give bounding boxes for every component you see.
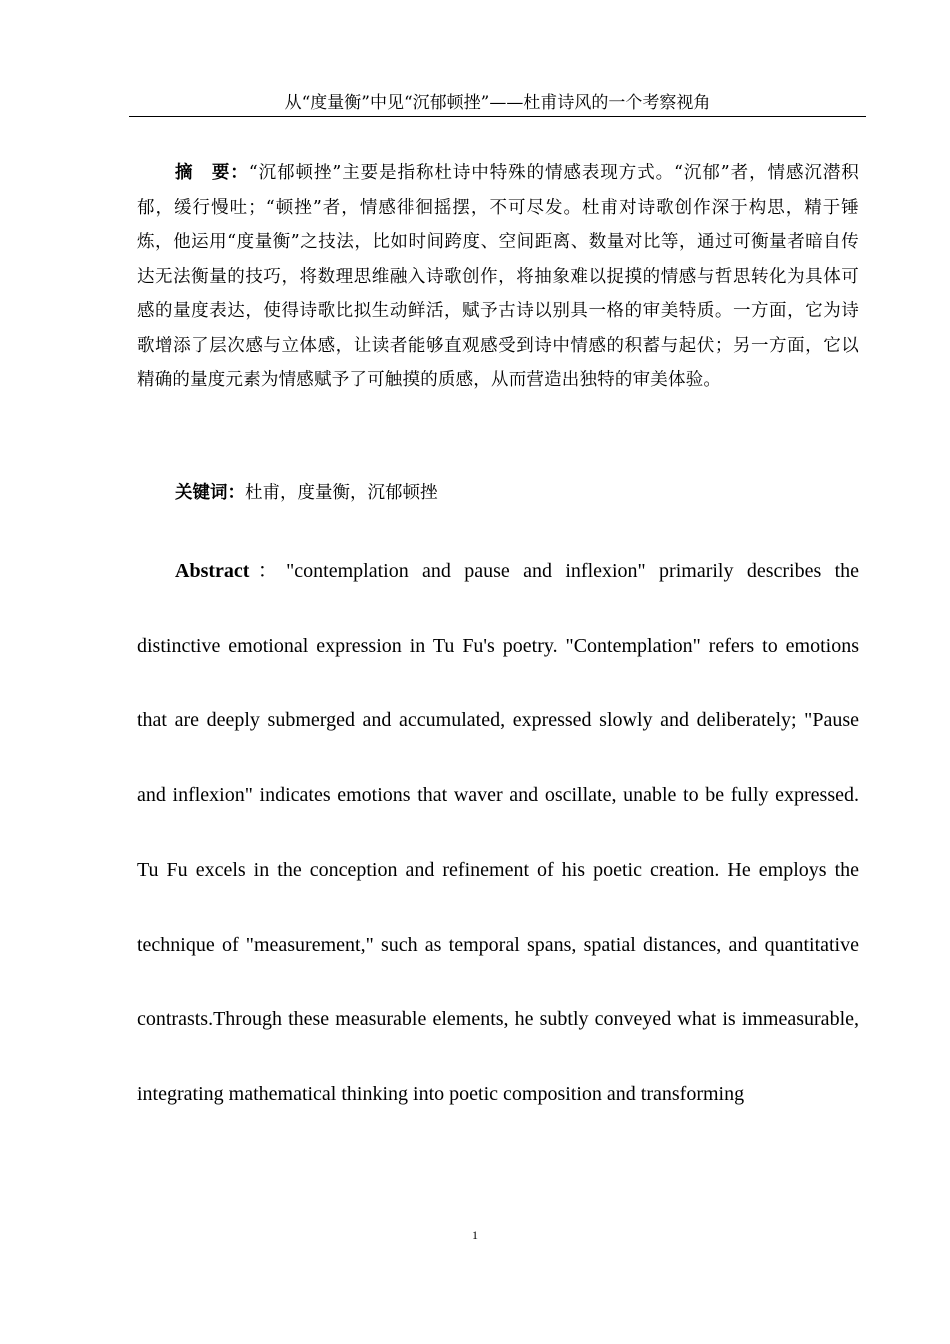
- english-abstract-separator: ：: [249, 560, 287, 582]
- english-abstract-label: Abstract: [175, 560, 250, 582]
- chinese-abstract: [137, 156, 859, 398]
- running-header: [129, 92, 866, 117]
- chinese-keywords: [175, 478, 438, 508]
- running-header-title: 从“度量衡”中见“沉郁顿挫”——杜甫诗风的一个考察视角: [284, 93, 711, 113]
- chinese-keywords-label: 关键词：: [175, 483, 245, 503]
- chinese-abstract-label: 摘 要：: [175, 163, 249, 183]
- chinese-keywords-text: 杜甫，度量衡，沉郁顿挫: [245, 483, 438, 503]
- english-abstract-text: "contemplation and pause and inflexion" primarily describes the distinctive emotional expression in Tu Fu's poetry. "Contemplation" refers to emotions that are deeply submerged and accumulated, expressed slowly and deliberately; "Pause and inflexion" indicates emotions that waver and oscillate, unable to be fully expressed. Tu Fu excels in the conception and refinement of his poetic creation. He employs the technique of "measurement," such as temporal spans, spatial distances, and quantitative contrasts.Through these measurable elements, he subtly conveyed what is immeasurable, integrating mathematical thinking into poetic composition and transforming: [137, 560, 860, 1105]
- english-abstract: [137, 534, 859, 1132]
- chinese-abstract-text: “沉郁顿挫”主要是指称杜诗中特殊的情感表现方式。“沉郁”者，情感沉潜积郁，缓行慢吐；“顿挫”者，情感徘徊摇摆，不可尽发。杜甫对诗歌创作深于构思，精于锤炼，他运用“度量衡”之技法，比如时间跨度、空间距离、数量对比等，通过可衡量者暗自传达无法衡量的技巧，将数理思维融入诗歌创作，将抽象难以捉摸的情感与哲思转化为具体可感的量度表达，使得诗歌比拟生动鲜活，赋予古诗以别具一格的审美特质。一方面，它为诗歌增添了层次感与立体感，让读者能够直观感受到诗中情感的积蓄与起伏；另一方面，它以精确的量度元素为情感赋予了可触摸的质感，从而营造出独特的审美体验。: [137, 163, 859, 390]
- page-number: 1: [472, 1228, 478, 1242]
